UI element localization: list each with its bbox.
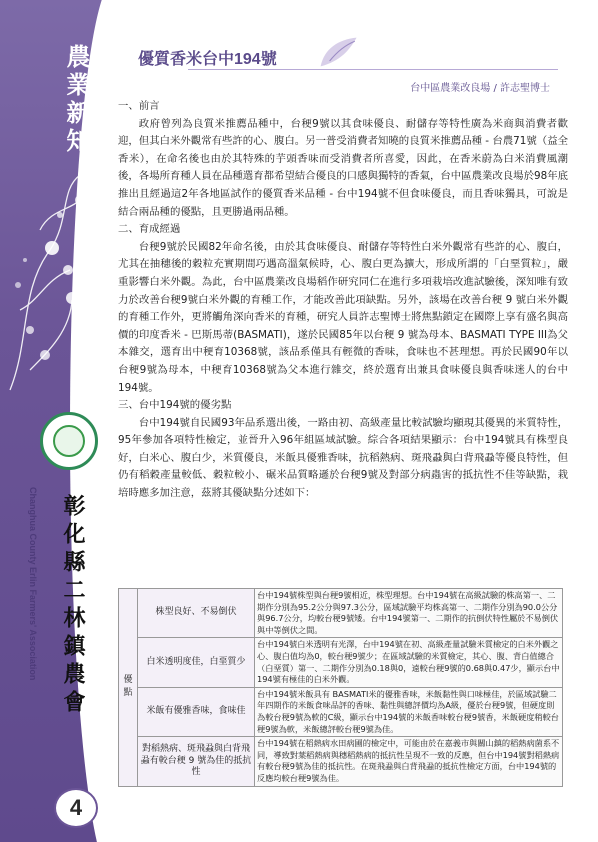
- association-name: 彰化縣二林鎮農會: [60, 494, 85, 718]
- association-emblem: [40, 412, 98, 470]
- table-row: [119, 638, 563, 687]
- advantages-table: [118, 588, 563, 787]
- table-desc: 台中194號株型與台稉9號相近，株型理想。台中194號在高級試驗的株高第一、二期作分別為95.2公分與97.3公分，區域試驗平均株高第一、二期作分別為90.0公分與96.7公分，均較台稉9號矮。台中194號第一、二期作的抗倒伏特性屬於不易倒伏與中等倒伏之間。: [255, 589, 563, 638]
- table-desc: 台中194號米飯具有 BASMATI米的優雅香味，米飯黏性與口味極佳，於區域試驗二年四期作的米飯食味品評的香味、黏性與總評價均為A級，優於台稉9號，但硬度則為較台稉9號為軟的C級，顯示台中194號的米飯香味較台稉9號香，米飯硬度稍較台稉9號為軟，米飯總評較台稉9號為佳。: [255, 687, 563, 736]
- table-item: 白米透明度佳，白堊質少: [138, 638, 255, 687]
- paragraph: 台稉9號於民國82年命名後，由於其食味優良、耐儲存等特性白米外觀常有些許的心、腹白，尤其在抽穗後的穀粒充實期間巧遇高溫氣候時，心、腹白更為擴大，形成所謂的「白堊質粒」，嚴重影響白米外觀。為此，台中區農業改良場稻作研究同仁在進行多項栽培改進試驗後，深知唯有致力於改善台稉9號白米外觀的育種工作，才能改善此項缺點。另外，該場在改善台稉 9 號白米外觀的育種工作外，更將觸角深向香米的育種，研究人員許志聖博士將焦點鎖定在國際上享有盛名與高價的印度香米 - 巴斯馬蒂(BASMATI)，遂於民國85年以台稉 9 號為母本、BASMATI TYPE III為父本雜交，選育出中稉育10368號，該品系僅具有輕微的香味，食味也不甚理想。再於民國90年以台稉9號為母本，中稉育10368號為父本進行雜交，終於選育出兼具食味優良與香味迷人的台中194號。: [118, 240, 568, 394]
- table-desc: 台中194號白米透明有光澤，台中194號在初、高級產量試驗米質檢定的白米外觀之心、腹白值均為0，較台稉9號少；在區域試驗的米質檢定，其心、腹、背白值總合（白堊質）第一、二期作分別為0.18與0，遠較台稉9號的0.68與0.47少，顯示台中194號有極佳的白米外觀。: [255, 638, 563, 687]
- table-item: 株型良好、不易倒伏: [138, 589, 255, 638]
- section-heading: 二、育成經過: [118, 223, 181, 236]
- article-author: 台中區農業改良場 / 許志聖博士: [410, 83, 550, 94]
- paragraph: 台中194號自民國93年品系選出後，一路由初、高級產量比較試驗均顯現其優異的米質特性，95年參加各項特性檢定，並晉升入96年組區域試驗。綜合各項結果顯示：台中194號具有株型良好，白米心、腹白少，米質優良，米飯具優雅香味，抗稻熱病、斑飛蝨與白背飛蝨等優良特性，但仍有稻穀產量較低、穀粒較小、碾米品質略遜於台稉9號及對部分病蟲害的抵抗性不佳等缺點，栽培時應多加注意，茲將其優缺點分述如下：: [118, 416, 568, 500]
- sidebar: [0, 0, 104, 842]
- table-row: [119, 589, 563, 638]
- table-item: 對稻熱病、斑飛蝨與白背飛蝨有較台稉 9 號為佳的抵抗性: [138, 737, 255, 786]
- page-number: 4: [54, 788, 98, 828]
- title-rule: [188, 69, 558, 70]
- table-row: [119, 687, 563, 736]
- table-row: [119, 737, 563, 786]
- column-title: 農業新知: [62, 44, 90, 156]
- paragraph: 政府曾列為良質米推薦品種中，台稉9號以其食味優良、耐儲存等特性廣為米商與消費者歡迎，但其白米外觀常有些許的心、腹白。另一普受消費者知曉的良質米推薦品種 - 台農71號（益全香米），在命名後也由於其特殊的芋頭香味而受消費者所喜愛，因此，在香米蔚為白米消費風潮後，各場所育種人員在品種選育都希望結合優良的口感與獨特的香氣，台中區農業改良場於98年底推出且經過這2年各地區試作的優質香米品種 - 台中194號不但食味優良，而且香味獨具，可說是結合兩品種的優點，且更勝過兩品種。: [118, 117, 568, 218]
- group-label: 優點: [119, 589, 138, 787]
- emblem-center: [53, 425, 85, 457]
- association-english-name: Changhua County Erlin Farmers' Association: [28, 487, 38, 681]
- article-title: 優質香米台中194號: [138, 51, 277, 68]
- floral-decoration: [0, 170, 104, 400]
- table-desc: 台中194號在稻熱病水田病圃的檢定中，可能由於在嘉義市與關山鎮的稻熱病菌系不同，導致對葉稻熱病與穗稻熱病的抵抗性呈現不一致的反應，但台中194號對稻熱病有較台稉9號為佳的抵抗性。在斑飛蝨與白背飛蝨的抵抗性檢定方面，台中194號的反應均較台稉9號為佳。: [255, 737, 563, 786]
- article-body: [118, 98, 568, 503]
- section-heading: 三、台中194號的優劣點: [118, 399, 232, 412]
- section-heading: 一、前言: [118, 100, 160, 112]
- table-item: 米飯有優雅香味，食味佳: [138, 687, 255, 736]
